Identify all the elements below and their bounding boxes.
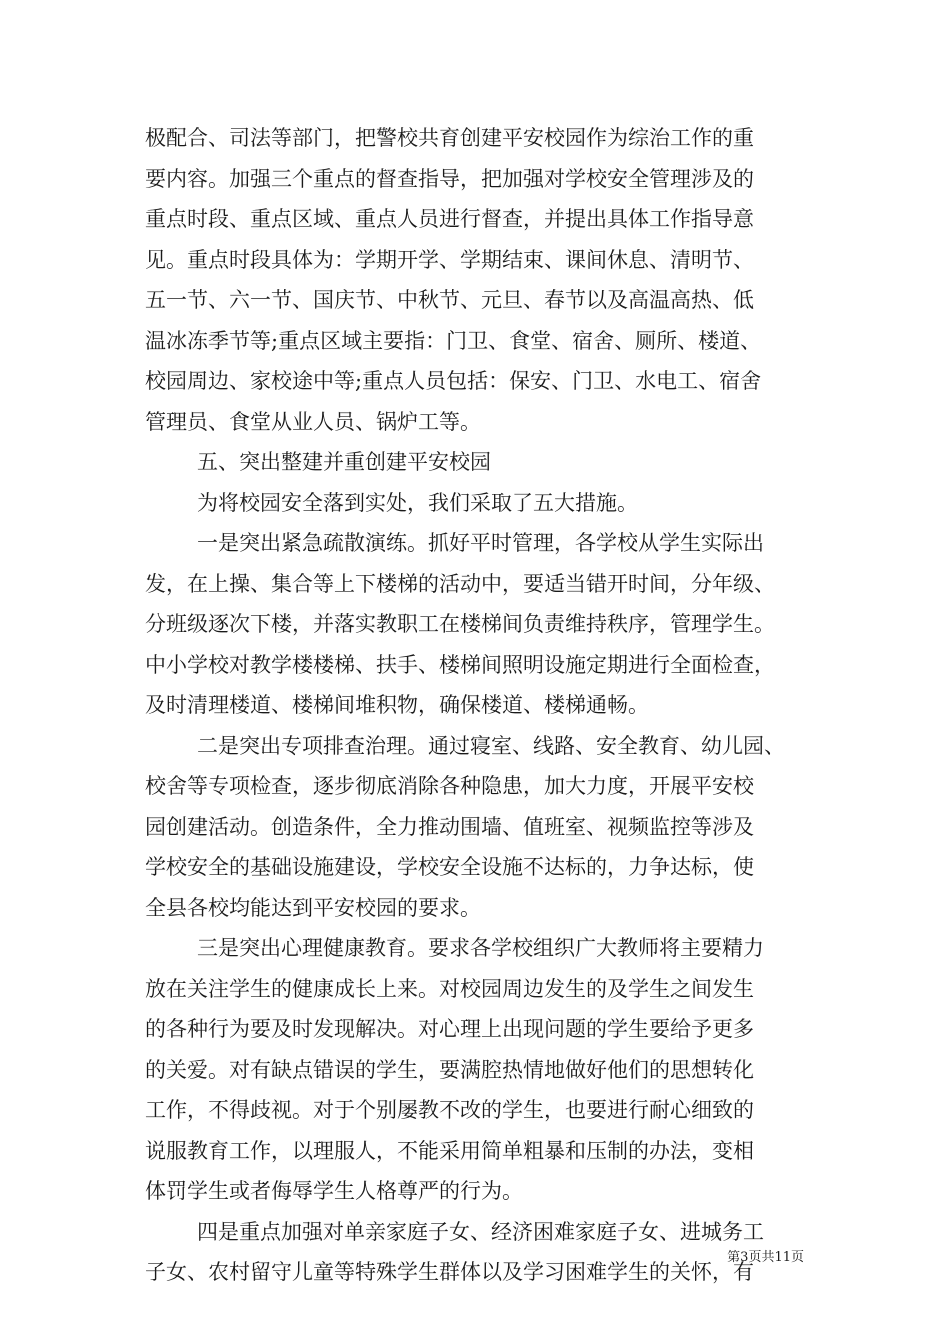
text-line: 说服教育工作，以理服人，不能采用简单粗暴和压制的办法，变相 [145, 1138, 754, 1163]
text-line: 温冰冻季节等;重点区域主要指：门卫、食堂、宿舍、厕所、楼道、 [145, 328, 762, 353]
document-body [145, 118, 811, 1293]
text-line: 校园周边、家校途中等;重点人员包括：保安、门卫、水电工、宿舍 [145, 369, 762, 393]
text-line: 五一节、六一节、国庆节、中秋节、元旦、春节以及高温高热、低 [145, 288, 754, 312]
text-line: 园创建活动。创造条件，全力推动围墙、值班室、视频监控等涉及 [145, 814, 754, 839]
text-line: 三是突出心理健康教育。要求各学校组织广大教师将主要精力 [197, 936, 764, 960]
text-line: 子女、农村留守儿童等特殊学生群体以及学习困难学生的关怀，有 [145, 1260, 754, 1284]
text-line: 放在关注学生的健康成长上来。对校园周边发生的及学生之间发生 [145, 976, 754, 1001]
text-line: 为将校园安全落到实处，我们采取了五大措施。 [197, 490, 638, 515]
text-line: 发，在上操、集合等上下楼梯的活动中，要适当错开时间，分年级、 [145, 571, 775, 596]
page-number: 第3页共11页 [727, 1250, 804, 1265]
text-line: 要内容。加强三个重点的督查指导，把加强对学校安全管理涉及的 [145, 166, 754, 191]
text-line: 全县各校均能达到平安校园的要求。 [145, 895, 481, 920]
text-line: 见。重点时段具体为：学期开学、学期结束、课间休息、清明节、 [145, 247, 754, 272]
text-line: 的各种行为要及时发现解决。对心理上出现问题的学生要给予更多 [145, 1017, 754, 1041]
text-line: 的关爱。对有缺点错误的学生，要满腔热情地做好他们的思想转化 [145, 1057, 754, 1082]
section-heading: 五、突出整建并重创建平安校园 [197, 450, 491, 474]
text-line: 校舍等专项检查，逐步彻底消除各种隐患，加大力度，开展平安校 [145, 774, 754, 798]
text-line: 及时清理楼道、楼梯间堆积物，确保楼道、楼梯通畅。 [145, 693, 649, 717]
text-line: 四是重点加强对单亲家庭子女、经济困难家庭子女、进城务工 [197, 1219, 764, 1244]
text-line: 重点时段、重点区域、重点人员进行督查，并提出具体工作指导意 [145, 207, 754, 231]
text-line: 体罚学生或者侮辱学生人格尊严的行为。 [145, 1179, 523, 1203]
text-line: 分班级逐次下楼，并落实教职工在楼梯间负责维持秩序，管理学生。 [145, 612, 775, 636]
text-line: 管理员、食堂从业人员、锅炉工等。 [145, 409, 481, 434]
text-line: 中小学校对教学楼楼梯、扶手、楼梯间照明设施定期进行全面检查， [145, 652, 775, 677]
text-line: 极配合、司法等部门，把警校共育创建平安校园作为综治工作的重 [145, 126, 754, 150]
text-line: 学校安全的基础设施建设，学校安全设施不达标的，力争达标，使 [145, 855, 754, 879]
text-line: 工作，不得歧视。对于个别屡教不改的学生，也要进行耐心细致的 [145, 1098, 754, 1122]
text-line: 二是突出专项排查治理。通过寝室、线路、安全教育、幼儿园、 [197, 733, 785, 758]
text-line: 一是突出紧急疏散演练。抓好平时管理，各学校从学生实际出 [197, 531, 764, 555]
